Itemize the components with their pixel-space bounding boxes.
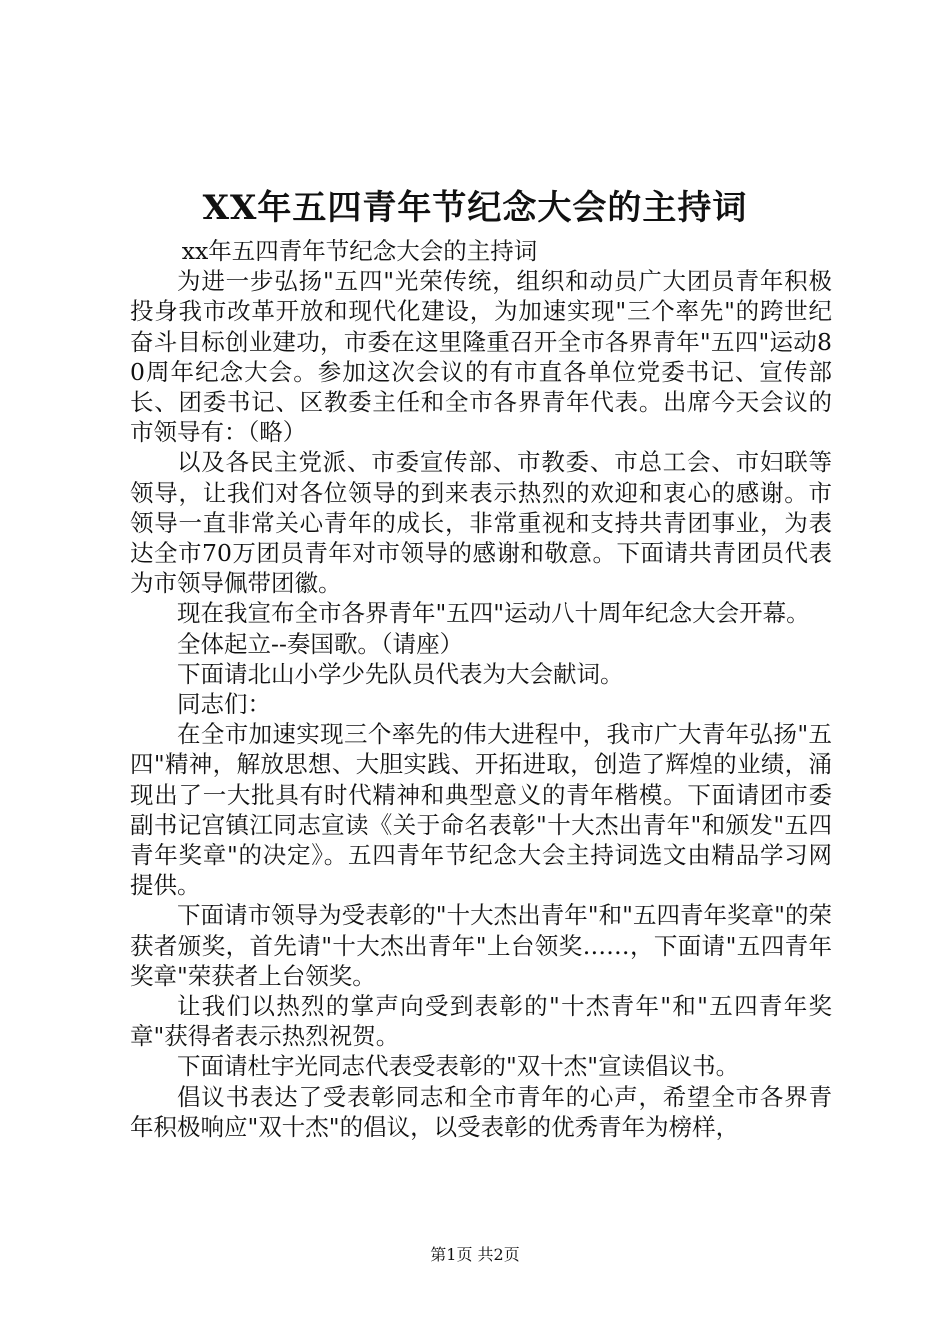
- page-title: XX年五四青年节纪念大会的主持词: [202, 188, 748, 228]
- paragraph-dedication: 下面请北山小学少先队员代表为大会献词。: [177, 659, 624, 688]
- paragraph-proposal-reading: 下面请杜宇光同志代表受表彰的"双十杰"宣读倡议书。: [177, 1052, 740, 1081]
- page-indicator: 第1页 共2页: [430, 1245, 520, 1264]
- paragraph-welcome: 以及各民主党派、市委宣传部、市教委、市总工会、市妇联等领导，让我们对各位领导的到来表示热烈的欢迎和衷心的感谢。市领导一直非常关心青年的成长，非常重视和支持共青团事业，为表达全市70万团员青年对市领导的感谢和敬意。下面请共青团员代表为市领导佩带团徽。: [130, 448, 832, 598]
- paragraph-opening-declaration: 现在我宣布全市各界青年"五四"运动八十周年纪念大会开幕。: [177, 599, 810, 628]
- paragraph-applause: 让我们以热烈的掌声向受到表彰的"十杰青年"和"五四青年奖章"获得者表示热烈祝贺。: [130, 992, 832, 1051]
- paragraph-awards: 下面请市领导为受表彰的"十大杰出青年"和"五四青年奖章"的荣获者颁奖，首先请"十大杰出青年"上台领奖……，下面请"五四青年奖章"荣获者上台领奖。: [130, 901, 832, 990]
- paragraph-subtitle: xx年五四青年节纪念大会的主持词: [181, 237, 538, 265]
- paragraph-national-anthem: 全体起立--奏国歌。（请座）: [177, 629, 464, 658]
- paragraph-salutation: 同志们：: [177, 690, 271, 719]
- paragraph-opening: 为进一步弘扬"五四"光荣传统，组织和动员广大团员青年积极投身我市改革开放和现代化建设，为加速实现"三个率先"的跨世纪奋斗目标创业建功，市委在这里隆重召开全市各界青年"五四"运动80周年纪念大会。参加这次会议的有市直各单位党委书记、宣传部长、团委书记、区教委主任和全市各界青年代表。出席今天会议的市领导有：（略）: [130, 267, 832, 447]
- paragraph-proposal-response: 倡议书表达了受表彰同志和全市青年的心声，希望全市各界青年积极响应"双十杰"的倡议，以受表彰的优秀青年为榜样，: [130, 1082, 832, 1141]
- document-body: [130, 236, 832, 1142]
- paragraph-achievements: 在全市加速实现三个率先的伟大进程中，我市广大青年弘扬"五四"精神，解放思想、大胆实践、开拓进取，创造了辉煌的业绩，涌现出了一大批具有时代精神和典型意义的青年楷模。下面请团市委副书记宫镇江同志宣读《关于命名表彰"十大杰出青年"和颁发"五四青年奖章"的决定》。五四青年节纪念大会主持词选文由精品学习网提供。: [130, 720, 832, 900]
